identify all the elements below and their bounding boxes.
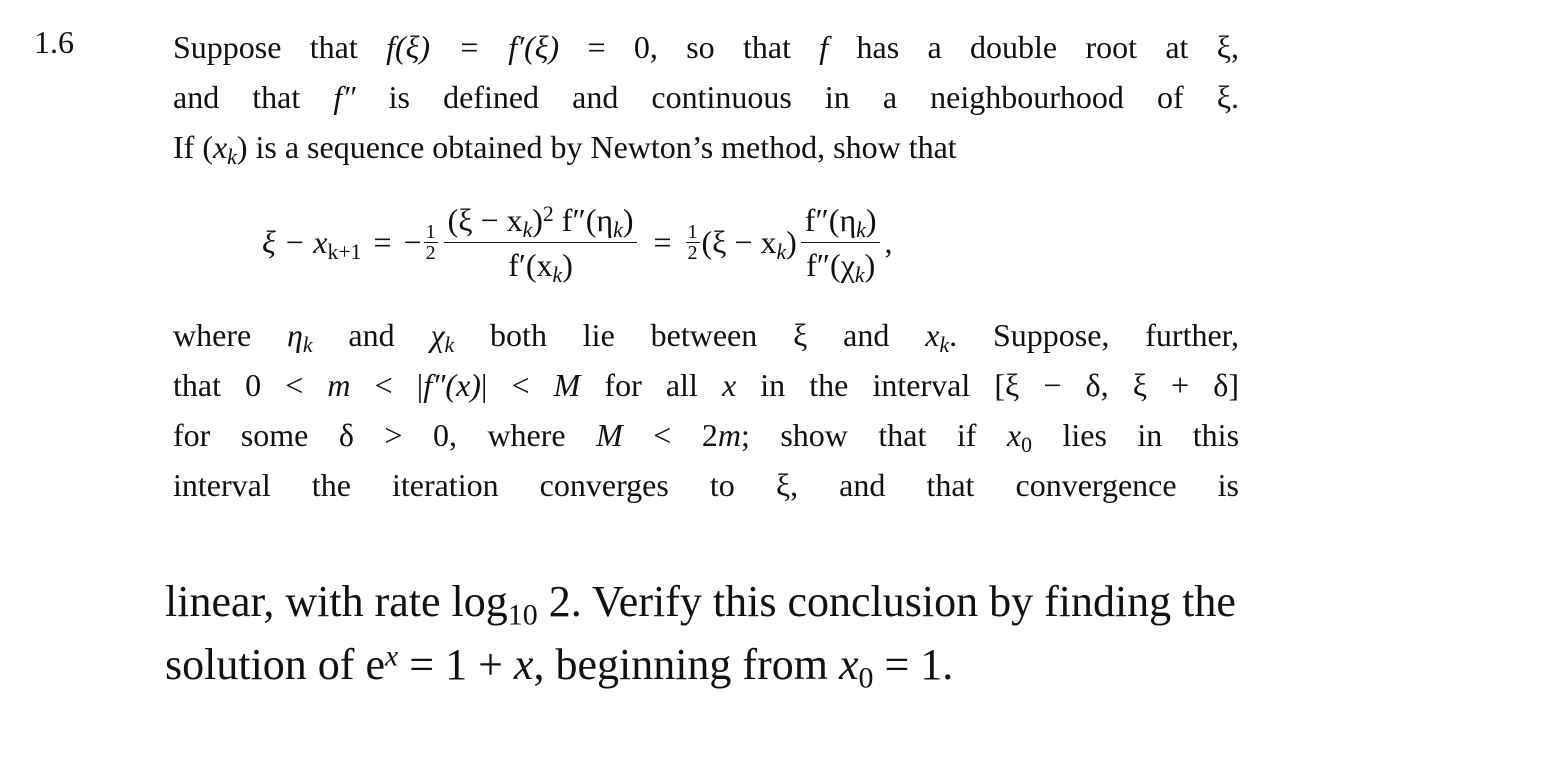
p3-line-2: solution of $e^x = 1 + x$, beginning from $x_0 = 1$. xyxy=(165,639,954,695)
p2-line-1: where $\eta_k$ and $\chi_k$ both lie between ξ and $x_k$. Suppose, further, xyxy=(173,317,1240,358)
p2-line-4: interval the iteration converges to ξ, and that convergence is xyxy=(173,467,1239,503)
p2-line-3: for some δ > 0, where M < 2m; show that if $x_0$ lies in this xyxy=(173,417,1240,458)
fraction-1: $\frac{(\xi - x_k)^2 f''(\eta_k)}{f'(x_k)}$ xyxy=(444,202,638,283)
display-equation: $\xi - x_{k+1}$ = − $\frac{1}{2}$ $\frac{(\xi - x_k)^2 f''(\eta_k)}{f'(x_k)}$ = $\frac{1}{2}$ $(\xi - x_k)$ $\frac{f''(\eta_k)}{f''(\chi_k)}$ , xyxy=(262,201,893,287)
p3-line-1: linear, with rate $\log_{10} 2$. Verify this conclusion by finding the xyxy=(165,577,1236,632)
p2-line-2: that 0 < m < |f″(x)| < M for all x in the interval [ξ − δ, ξ + δ] xyxy=(173,367,1240,403)
p1-line-2: and that f″ is defined and continuous in a neighbourhood of ξ. xyxy=(173,79,1240,115)
problem-paragraph-3 xyxy=(165,570,1485,696)
problem-paragraph-2 xyxy=(173,310,1239,510)
problem-paragraph-1 xyxy=(173,22,1239,172)
problem-number: 1.6 xyxy=(34,24,74,60)
one-half-fraction: $\frac{1}{2}$ xyxy=(425,220,436,264)
p1-line-1: Suppose that f(ξ) = f′(ξ) = 0, so that f has a double root at ξ, xyxy=(173,29,1239,65)
p1-line-3: If $(x_k)$ is a sequence obtained by Newton’s method, show that xyxy=(173,129,957,170)
one-half-fraction-2: $\frac{1}{2}$ xyxy=(687,220,698,264)
fraction-2: $\frac{f''(\eta_k)}{f''(\chi_k)}$ xyxy=(801,202,881,283)
